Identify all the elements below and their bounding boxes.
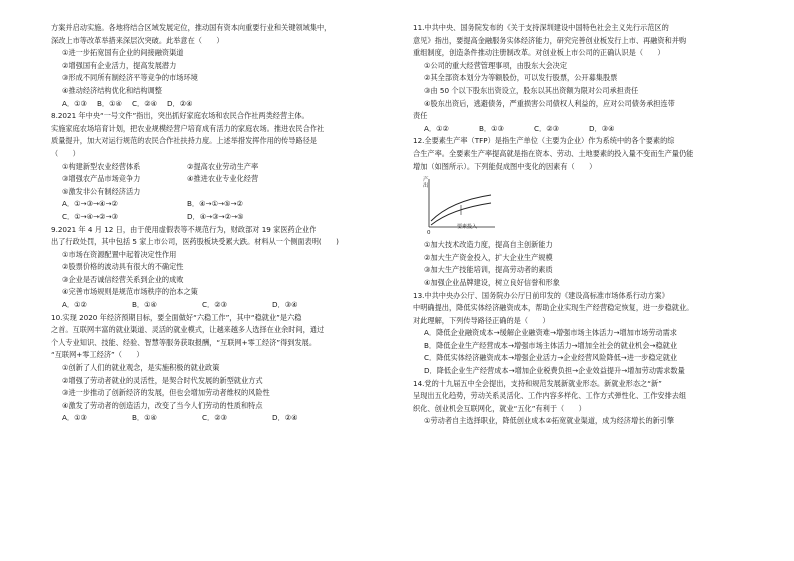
option-item: ⑤激发非公有制经济活力 <box>62 186 141 196</box>
choice-a: A．①② <box>424 123 449 133</box>
question-stem: “互联网+零工经济”（ ） <box>51 350 144 360</box>
question-stem: 10.实现 2020 年经济预期目标，要全面做好“六稳工作”，其中“稳就业”是六稳 <box>51 312 302 322</box>
option-item: ③加大生产技能培训，提高劳动者的素质 <box>424 265 553 275</box>
choice-a: A．①→③→④→② <box>62 199 118 209</box>
option-item: ②增强国有企业活力，提高发展潜力 <box>62 60 177 70</box>
question-stem: 实施家庭农场培育计划，把农业规模经营户培育成有活力的家庭农场。推进农民合作社 <box>51 123 325 133</box>
option-item: ①公司的重大经营管理事项，由股东大会决定 <box>424 60 568 70</box>
option-item: ③进一步推动了创新经济的发展，但也会增加劳动者维权的风险性 <box>62 388 270 398</box>
option-item: ④股东出资后，逃避债务，严重损害公司债权人利益的，应对公司债务承担连带 <box>424 98 675 108</box>
question-stem: 出了行政处罚，其中包括 5 家上市公司，医药股板块受累大跌。材料从一个侧面表明( ) <box>51 237 339 247</box>
option-item: ④推进农业专业化经营 <box>187 174 259 184</box>
choice-d: D．③④ <box>589 123 615 133</box>
choice-c: C．②③ <box>534 123 560 133</box>
question-stem: 11.中共中央、国务院发布的《关于支持深圳建设中国特色社会主义先行示范区的 <box>413 23 669 32</box>
choice-b: B．①④ <box>132 413 158 423</box>
option-item: ①劳动者自主选择职业，降低创业成本②拓宽就业渠道，成为经济增长的新引擎 <box>424 416 675 426</box>
option-item: ③由 50 个以下股东出资设立，股东以其出资额为限对公司承担责任 <box>424 85 639 95</box>
origin-label: 0 <box>427 230 431 237</box>
option-item: ③企业是否诚信经营关系到企业的成败 <box>62 274 184 284</box>
option-item: D．降低企业生产经营成本→增加企业税费负担→企业效益提升→增加劳动需求数量 <box>424 366 685 376</box>
x-axis-label: 要素投入 <box>457 224 478 231</box>
option-item: ②加大生产资金投入，扩大企业生产规模 <box>424 252 553 262</box>
answer-choices <box>51 211 381 224</box>
intro-line: 方案并启动实施。各地将结合区域发展定位，推动国有资本向重要行业和关键领域集中， <box>51 23 332 32</box>
question-stem: 呈现出五化趋势，劳动关系灵活化、工作内容多样化、工作方式弹性化、工作安排去组 <box>413 391 687 401</box>
answer-choices <box>51 412 381 425</box>
question-stem: 对此理解，下列传导路径正确的是（ ） <box>413 315 550 325</box>
option-item: 责任 <box>413 111 428 121</box>
left-column <box>51 22 381 425</box>
question-stem: 合生产率。全要素生产率提高就是指在资本、劳动、土地要素的投入量不变而生产量仍能 <box>413 148 694 158</box>
answer-choices <box>51 98 381 111</box>
choice-c: C．②③ <box>202 413 228 423</box>
production-curve-figure <box>421 175 499 237</box>
option-item: ②增强了劳动者就业的灵活性，是契合时代发展的新型就业方式 <box>62 375 263 385</box>
option-item: ①构建新型农业经营体系 <box>62 161 141 171</box>
right-column <box>413 22 743 428</box>
option-item: ②提高农业劳动生产率 <box>187 161 259 171</box>
question-stem: 中明确提出，降低实体经济融资成本，帮助企业实现生产经营稳定恢复，进一步稳就业。 <box>413 303 694 313</box>
choice-a: A．①③ <box>62 98 87 108</box>
choice-c: C．②③ <box>202 300 228 310</box>
question-stem: 8.2021 年中央“一号文件”指出，突出抓好家庭农场和农民合作社两类经营主体。 <box>51 111 309 121</box>
answer-choices <box>51 299 381 312</box>
question-stem: 9.2021 年 4 月 12 日，由于使用虚假表等不规范行为，财政部对 19 家医药企业作 <box>51 224 317 234</box>
question-stem: 重组制度，创造条件推动注册制改革。对创业板上市公司的正确认识是（ ） <box>413 48 665 58</box>
option-item: B．降低企业生产经营成本→增强市场主体活力→增加全社会的就业机会→稳就业 <box>424 340 678 350</box>
option-item: ④完善市场规则是规范市场秩序的治本之策 <box>62 287 198 297</box>
choice-b: B．①④ <box>132 300 158 310</box>
choice-c: C．①→④→②→③ <box>62 211 119 221</box>
option-item: ①市场在资源配置中起着决定性作用 <box>62 249 177 259</box>
question-stem: （ ） <box>51 148 80 158</box>
option-item: ②股票价格的波动具有很大的不确定性 <box>62 262 184 272</box>
option-item: A．降低企业融资成本→缓解企业融资难→增强市场主体活力→增加市场劳动需求 <box>424 328 677 338</box>
option-item: ③增强农产品市场竞争力 <box>62 174 141 184</box>
option-item: ①加大技术改造力度，提高自主创新能力 <box>424 240 553 250</box>
choice-d: D．④→③→②→⑤ <box>187 211 244 221</box>
option-item: ①创新了人们的就业观念，是实施积极的就业政策 <box>62 363 220 373</box>
question-stem: 个人专业知识、技能、经验、智慧等服务获取报酬，“互联网+零工经济”得到发展。 <box>51 337 317 347</box>
option-item: ④激发了劳动者的创造活力，改变了当今人们劳动的性质和特点 <box>62 400 263 410</box>
choice-b: B．①④ <box>97 98 123 108</box>
option-item: ③形成不同所有制经济平等竞争的市场环境 <box>62 73 198 83</box>
question-stem: 增加（如图所示）。下列能促成图中变化的因素有（ ） <box>413 161 597 171</box>
option-item: ②其全部资本划分为等额股份，可以发行股票，公开募集股票 <box>424 73 618 83</box>
choice-a: A．①③ <box>62 413 87 423</box>
choice-d: D．③④ <box>272 300 298 310</box>
answer-choices <box>51 198 381 211</box>
option-item: ④加强企业品牌建设，树立良好信誉和形象 <box>424 277 560 287</box>
question-stem: 质量提升，加大对运行规范的农民合作社扶持力度。上述举措发挥作用的传导路径是 <box>51 136 317 146</box>
question-stem: 意见》指出，要提高金融服务实体经济能力，研究完善创业板发行上市、再融资和并购 <box>413 35 687 45</box>
choice-b: B．④→①→⑤→② <box>187 199 243 209</box>
choice-d: D．②④ <box>167 98 193 108</box>
option-item: ①进一步拓宽国有企业的间接融资渠道 <box>62 48 184 58</box>
question-stem: 14.党的十九届五中全会提出，支持和规范发展新就业形态。新就业形态之“新” <box>413 378 662 388</box>
option-item: ④推动经济结构优化和结构调整 <box>62 85 162 95</box>
statement-row <box>51 161 381 174</box>
answer-choices <box>413 123 743 136</box>
question-stem: 13.中共中央办公厅、国务院办公厅日前印发的《建设高标准市场体系行动方案》 <box>413 290 669 300</box>
question-stem: 织化、创业机会互联网化，就业“五化”有利于（ ） <box>413 403 586 413</box>
choice-a: A．①② <box>62 300 87 310</box>
intro-line: 深改上市等改革举措来深层次突破。此举意在（ ） <box>51 35 224 45</box>
choice-b: B．①③ <box>479 123 505 133</box>
statement-row <box>51 173 381 186</box>
question-stem: 12.全要素生产率（TFP）是指生产单位（主要为企业）作为系统中的各个要素的综 <box>413 136 675 146</box>
choice-c: C．②④ <box>132 98 158 108</box>
option-item: C．降低实体经济融资成本→增强企业活力→企业经营风险降低→进一步稳定就业 <box>424 353 678 363</box>
y-axis-label: 产出 <box>423 177 429 190</box>
question-stem: 之首。互联网丰富的就业渠道、灵活的就业模式，让越来越多人选择在业余时间，通过 <box>51 325 325 335</box>
choice-d: D．②④ <box>272 413 298 423</box>
